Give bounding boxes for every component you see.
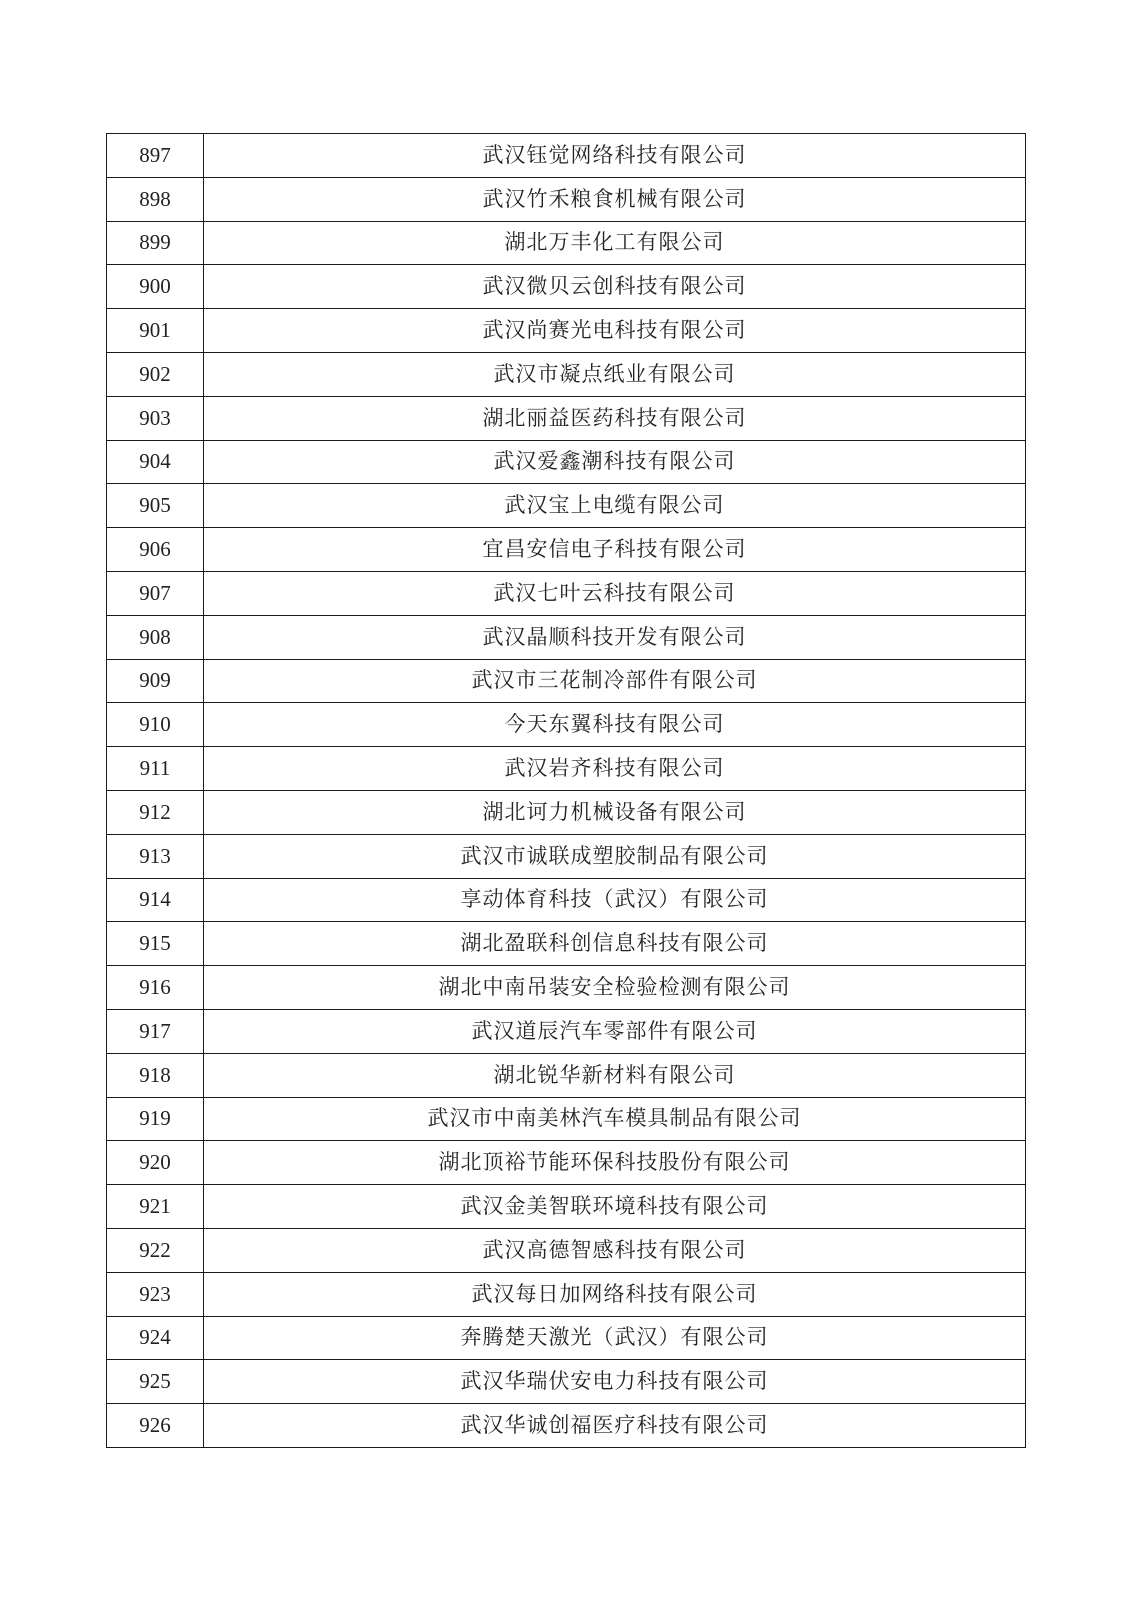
- company-name: 湖北中南吊装安全检验检测有限公司: [204, 966, 1026, 1010]
- table-row: [107, 1272, 1026, 1316]
- row-number: 914: [107, 878, 204, 922]
- row-number: 900: [107, 265, 204, 309]
- table-row: [107, 878, 1026, 922]
- company-list-table: [106, 133, 1026, 1448]
- table-row: [107, 221, 1026, 265]
- company-name: 湖北诃力机械设备有限公司: [204, 790, 1026, 834]
- table-row: [107, 1097, 1026, 1141]
- row-number: 904: [107, 440, 204, 484]
- row-number: 918: [107, 1053, 204, 1097]
- row-number: 908: [107, 615, 204, 659]
- company-name: 武汉道辰汽车零部件有限公司: [204, 1009, 1026, 1053]
- table-row: [107, 1404, 1026, 1448]
- company-name: 武汉岩齐科技有限公司: [204, 747, 1026, 791]
- row-number: 917: [107, 1009, 204, 1053]
- company-name: 武汉钰觉网络科技有限公司: [204, 134, 1026, 178]
- company-name: 武汉晶顺科技开发有限公司: [204, 615, 1026, 659]
- table-row: [107, 484, 1026, 528]
- table-row: [107, 1360, 1026, 1404]
- table-row: [107, 659, 1026, 703]
- company-name: 武汉宝上电缆有限公司: [204, 484, 1026, 528]
- company-name: 武汉金美智联环境科技有限公司: [204, 1185, 1026, 1229]
- company-name: 宜昌安信电子科技有限公司: [204, 528, 1026, 572]
- row-number: 910: [107, 703, 204, 747]
- table-row: [107, 966, 1026, 1010]
- row-number: 911: [107, 747, 204, 791]
- row-number: 920: [107, 1141, 204, 1185]
- row-number: 902: [107, 352, 204, 396]
- company-name: 武汉爱鑫潮科技有限公司: [204, 440, 1026, 484]
- row-number: 907: [107, 571, 204, 615]
- table-row: [107, 747, 1026, 791]
- row-number: 897: [107, 134, 204, 178]
- row-number: 923: [107, 1272, 204, 1316]
- row-number: 905: [107, 484, 204, 528]
- row-number: 916: [107, 966, 204, 1010]
- company-name: 武汉市三花制冷部件有限公司: [204, 659, 1026, 703]
- company-name: 武汉市中南美林汽车模具制品有限公司: [204, 1097, 1026, 1141]
- company-name: 武汉市凝点纸业有限公司: [204, 352, 1026, 396]
- row-number: 926: [107, 1404, 204, 1448]
- table-row: [107, 396, 1026, 440]
- row-number: 921: [107, 1185, 204, 1229]
- table-row: [107, 1185, 1026, 1229]
- row-number: 912: [107, 790, 204, 834]
- row-number: 913: [107, 834, 204, 878]
- row-number: 899: [107, 221, 204, 265]
- table-row: [107, 703, 1026, 747]
- table-row: [107, 134, 1026, 178]
- row-number: 901: [107, 309, 204, 353]
- row-number: 922: [107, 1228, 204, 1272]
- table-row: [107, 790, 1026, 834]
- company-name: 武汉市诚联成塑胶制品有限公司: [204, 834, 1026, 878]
- company-name: 武汉尚赛光电科技有限公司: [204, 309, 1026, 353]
- table-row: [107, 309, 1026, 353]
- table-row: [107, 922, 1026, 966]
- table-row: [107, 1009, 1026, 1053]
- table-row: [107, 352, 1026, 396]
- row-number: 925: [107, 1360, 204, 1404]
- row-number: 915: [107, 922, 204, 966]
- company-name: 湖北丽益医药科技有限公司: [204, 396, 1026, 440]
- table-row: [107, 571, 1026, 615]
- company-name: 奔腾楚天激光（武汉）有限公司: [204, 1316, 1026, 1360]
- company-name: 享动体育科技（武汉）有限公司: [204, 878, 1026, 922]
- company-name: 湖北顶裕节能环保科技股份有限公司: [204, 1141, 1026, 1185]
- company-name: 武汉七叶云科技有限公司: [204, 571, 1026, 615]
- row-number: 898: [107, 177, 204, 221]
- table-row: [107, 528, 1026, 572]
- row-number: 919: [107, 1097, 204, 1141]
- row-number: 906: [107, 528, 204, 572]
- table-row: [107, 177, 1026, 221]
- table-row: [107, 1316, 1026, 1360]
- company-name: 武汉每日加网络科技有限公司: [204, 1272, 1026, 1316]
- company-name: 武汉华诚创福医疗科技有限公司: [204, 1404, 1026, 1448]
- table-row: [107, 265, 1026, 309]
- table-row: [107, 615, 1026, 659]
- company-name: 武汉华瑞伏安电力科技有限公司: [204, 1360, 1026, 1404]
- row-number: 903: [107, 396, 204, 440]
- company-name: 湖北锐华新材料有限公司: [204, 1053, 1026, 1097]
- company-name: 湖北万丰化工有限公司: [204, 221, 1026, 265]
- row-number: 924: [107, 1316, 204, 1360]
- company-name: 武汉竹禾粮食机械有限公司: [204, 177, 1026, 221]
- row-number: 909: [107, 659, 204, 703]
- table-row: [107, 1141, 1026, 1185]
- table-row: [107, 440, 1026, 484]
- table-row: [107, 1228, 1026, 1272]
- company-name: 今天东翼科技有限公司: [204, 703, 1026, 747]
- table-row: [107, 834, 1026, 878]
- company-name: 湖北盈联科创信息科技有限公司: [204, 922, 1026, 966]
- table-row: [107, 1053, 1026, 1097]
- company-name: 武汉微贝云创科技有限公司: [204, 265, 1026, 309]
- company-name: 武汉高德智感科技有限公司: [204, 1228, 1026, 1272]
